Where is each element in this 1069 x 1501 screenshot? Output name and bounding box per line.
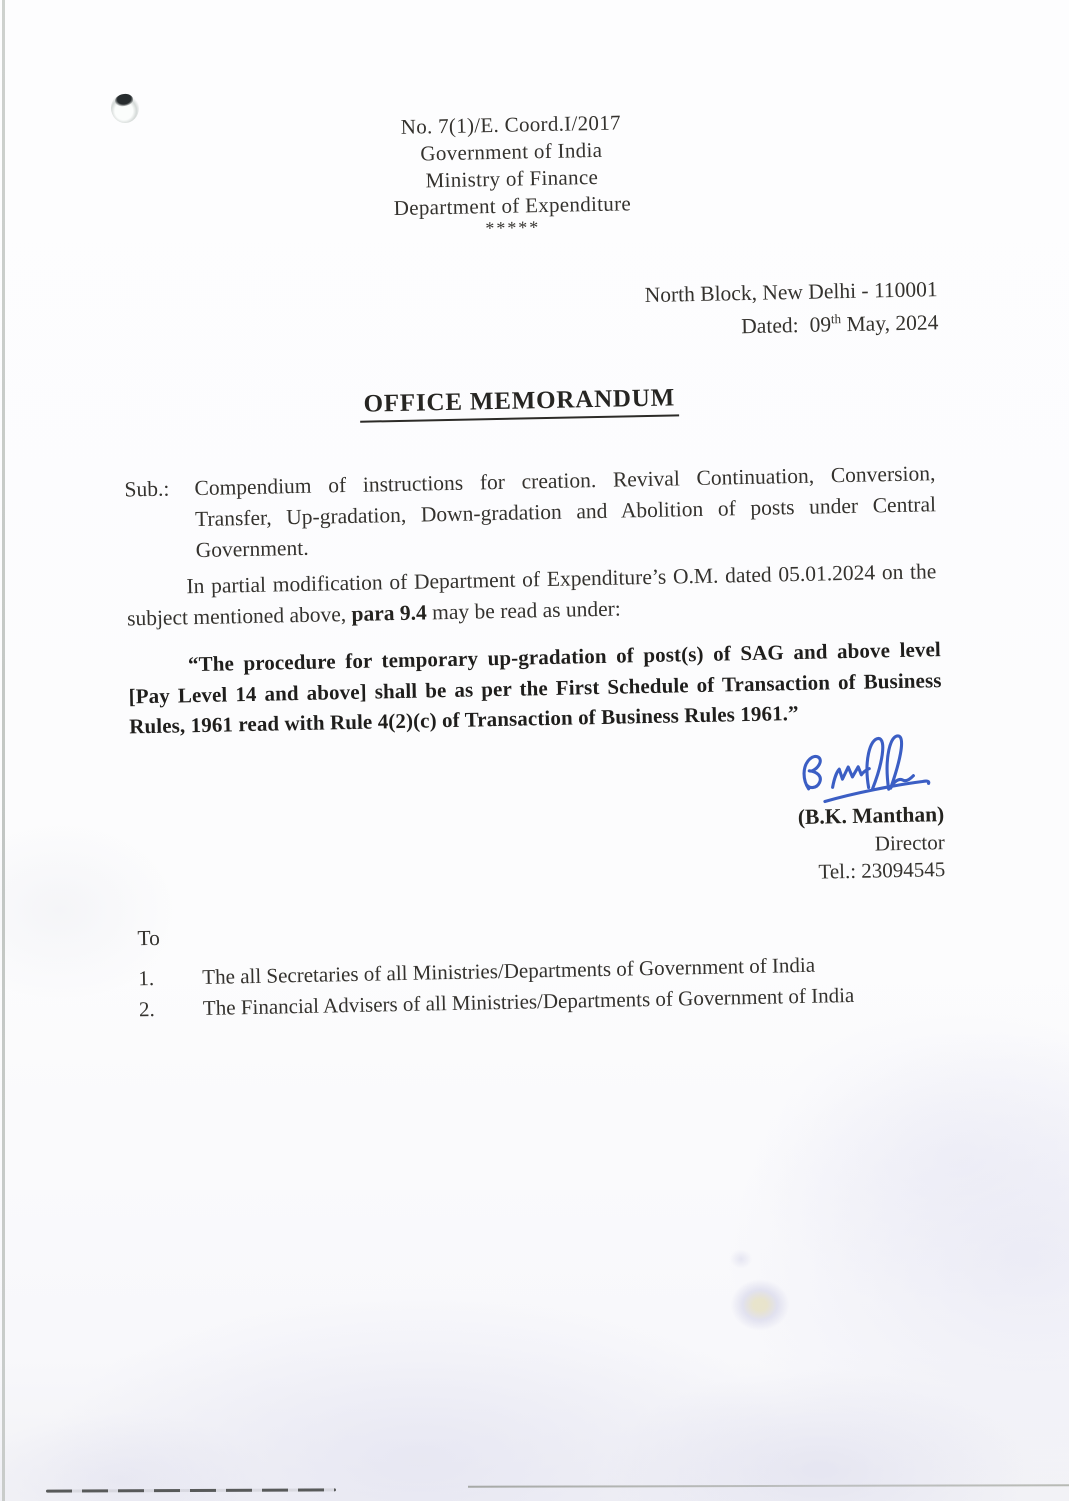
scan-edge-line bbox=[2, 0, 5, 1501]
letterhead bbox=[0, 101, 1058, 246]
date-rest: May, 2024 bbox=[840, 310, 939, 337]
recipient-number: 2. bbox=[138, 996, 155, 1022]
scan-blotch-small bbox=[726, 1246, 756, 1272]
signatory-designation: Director bbox=[874, 829, 945, 855]
subject-text: Compendium of instructions for creation. Revival Continuation, Conversion, Transfer, Up-gradation, Down-gradation and Abolition of posts under Central Government. bbox=[194, 461, 937, 563]
page-title bbox=[0, 377, 1062, 430]
date-line bbox=[645, 303, 939, 342]
signatory-phone: Tel.: 23094545 bbox=[818, 857, 946, 884]
signatory-name: (B.K. Manthan) bbox=[797, 802, 945, 830]
memo-title-text: OFFICE MEMORANDUM bbox=[359, 384, 679, 422]
date-day: 09 bbox=[809, 312, 832, 337]
scan-blotch bbox=[722, 1272, 798, 1338]
date-label: Dated: bbox=[741, 313, 799, 339]
paragraph-text-before: In partial modification of Department of Expenditure’s O.M. dated 05.01.2024 on the subject mentioned above, bbox=[126, 559, 937, 631]
recipient-text: The Financial Advisers of all Ministries/Departments of Government of India bbox=[202, 982, 855, 1021]
org-line-department: Department of Expenditure bbox=[393, 191, 632, 221]
subject-block bbox=[124, 458, 937, 567]
star-separator: ***** bbox=[485, 217, 541, 239]
address-line: North Block, New Delhi - 110001 bbox=[644, 277, 938, 307]
recipient-number: 1. bbox=[138, 965, 155, 991]
paragraph-text-after: may be read as under: bbox=[426, 596, 621, 625]
date-ordinal-suffix: th bbox=[830, 311, 842, 327]
reference-number: No. 7(1)/E. Coord.I/2017 bbox=[400, 110, 622, 139]
punch-hole bbox=[111, 93, 139, 123]
subject-label: Sub.: bbox=[124, 476, 170, 502]
org-line-government: Government of India bbox=[420, 137, 603, 166]
recipient-text: The all Secretaries of all Ministries/Departments of Government of India bbox=[202, 952, 816, 990]
body-paragraph bbox=[126, 556, 937, 634]
quoted-provision-paragraph: “The procedure for temporary up-gradation of post(s) of SAG and above level [Pay Level 14 and above] shall be as per the First Schedule of Transaction of Business Rules, 1961 read with Rule 4(2)(c) of Transaction of Business Rules 1961.” bbox=[128, 637, 942, 739]
paragraph-bold-reference: para 9.4 bbox=[351, 600, 428, 626]
recipients-list bbox=[138, 947, 971, 1026]
place-date-block bbox=[644, 275, 938, 342]
signatory-block bbox=[798, 801, 946, 886]
org-line-ministry: Ministry of Finance bbox=[425, 164, 599, 193]
to-label: To bbox=[137, 925, 161, 951]
